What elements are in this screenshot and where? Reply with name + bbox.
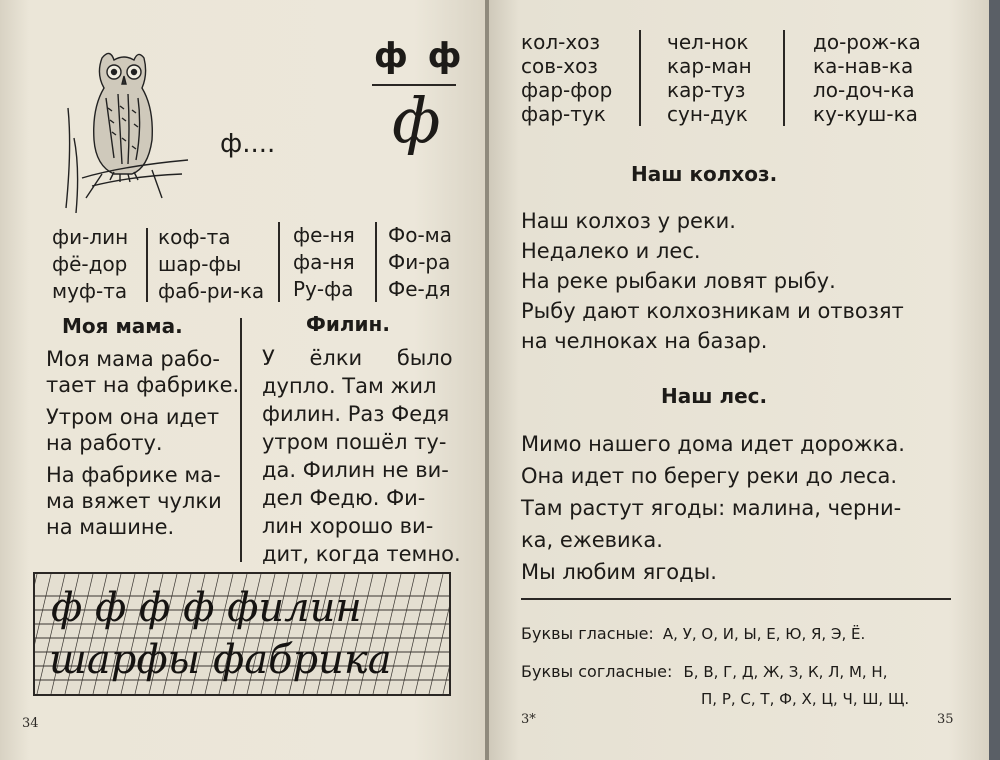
story-line: На реке рыбаки ловят рыбу. [521, 269, 836, 293]
syllable: фё-дор [52, 252, 128, 276]
word: сов-хоз [521, 54, 598, 78]
syllable-column-3 [293, 224, 355, 305]
syllable-column-4 [388, 224, 452, 305]
story-line: Недалеко и лес. [521, 239, 701, 263]
story-title-nash-kolkhoz: Наш колхоз. [631, 162, 778, 186]
story-line: лин хорошо ви- [262, 514, 434, 538]
word-column-2 [667, 30, 752, 126]
story-line: Она идет по берегу реки до леса. [521, 464, 898, 488]
column-divider [146, 228, 148, 302]
word-column-1 [521, 30, 612, 126]
story-title-moya-mama: Моя мама. [62, 314, 183, 338]
word: фар-фор [521, 78, 613, 102]
story-line: да. Филин не ви- [262, 458, 449, 482]
consonants-label: Буквы согласные: [521, 662, 673, 681]
copybook-slant-line [443, 574, 449, 694]
column-divider [278, 222, 280, 302]
syllable: Фе-дя [388, 277, 451, 301]
word: чел-нок [667, 30, 749, 54]
column-divider [639, 30, 641, 126]
story-line: ка, ежевика. [521, 528, 663, 552]
story-line: дел Федю. Фи- [262, 486, 426, 510]
story-line: Утром она идет [46, 405, 220, 429]
word: кар-ман [667, 54, 752, 78]
vowels-list: А, У, О, И, Ы, Е, Ю, Я, Э, Ё. [662, 625, 866, 643]
copybook-slant-line [415, 574, 443, 694]
story-line: Моя мама рабо- [46, 347, 220, 371]
story-line: на работу. [46, 431, 163, 455]
syllable: фе-ня [293, 223, 355, 247]
story-title-filin: Филин. [306, 312, 390, 336]
story-line: У ёлки было [262, 346, 453, 370]
word: кол-хоз [521, 30, 601, 54]
story-line: Мы любим ягоды. [521, 560, 717, 584]
copybook-slant-line [401, 574, 429, 694]
vowels-row [521, 624, 865, 643]
syllable-column-1 [52, 226, 128, 307]
consonants-list-1: Б, В, Г, Д, Ж, З, К, Л, М, Н, [683, 663, 888, 681]
syllable: фи-лин [52, 225, 129, 249]
letter-script: ф [392, 84, 441, 157]
page-number: 34 [22, 716, 39, 731]
story-line: Наш колхоз у реки. [521, 209, 736, 233]
intro-letter: ф.... [220, 129, 276, 159]
syllable: шар-фы [158, 252, 242, 276]
section-divider [521, 598, 951, 600]
story-line: дит, когда темно. [262, 542, 461, 566]
word: сун-дук [667, 102, 748, 126]
story-line: Рыбу дают колхозникам и отвозят [521, 299, 904, 323]
word: ка-нав-ка [813, 54, 914, 78]
column-divider [783, 30, 785, 126]
story-line: на челноках на базар. [521, 329, 768, 353]
syllable: фа-ня [293, 250, 355, 274]
owl-illustration [62, 48, 197, 213]
story-title-nash-les: Наш лес. [661, 384, 768, 408]
story-text-nash-kolkhoz [521, 206, 904, 356]
story-line: утром пошёл ту- [262, 430, 447, 454]
signature-mark: 3* [521, 712, 536, 727]
story-line: На фабрике ма- [46, 463, 221, 487]
syllable: Фо-ма [388, 223, 453, 247]
copybook-row-2: шарфы фабрика [49, 637, 392, 683]
story-line: тает на фабрике. [46, 373, 240, 397]
copybook-row-1: ф ф ф ф филин [51, 585, 362, 631]
story-line: Мимо нашего дома идет дорожка. [521, 432, 905, 456]
copybook-sheet [33, 572, 451, 696]
word: ло-доч-ка [813, 78, 915, 102]
word: кар-туз [667, 78, 746, 102]
syllable: фаб-ри-ка [158, 279, 265, 303]
page-number: 35 [937, 712, 954, 727]
word: фар-тук [521, 102, 606, 126]
word-column-3 [813, 30, 921, 126]
story-divider [240, 318, 242, 562]
vowels-label: Буквы гласные: [521, 624, 654, 643]
syllable: Фи-ра [388, 250, 451, 274]
story-text-nash-les [521, 428, 905, 588]
syllable: Ру-фа [293, 277, 354, 301]
word: ку-куш-ка [813, 102, 918, 126]
story-line: филин. Раз Федя [262, 402, 450, 426]
column-divider [375, 222, 377, 302]
story-line: на машине. [46, 515, 175, 539]
syllable: коф-та [158, 225, 231, 249]
syllable-column-2 [158, 226, 264, 307]
syllable: муф-та [52, 279, 128, 303]
story-text-moya-mama [46, 346, 239, 540]
story-line: Там растут ягоды: малина, черни- [521, 496, 902, 520]
right-page [489, 0, 989, 760]
story-line: ма вяжет чулки [46, 489, 222, 513]
left-page [0, 0, 487, 760]
consonants-row [521, 662, 887, 681]
letter-print: ф ф [374, 36, 466, 76]
consonants-list-2: П, Р, С, Т, Ф, Х, Ц, Ч, Ш, Щ. [701, 690, 910, 708]
word: до-рож-ка [813, 30, 921, 54]
story-line: дупло. Там жил [262, 374, 437, 398]
story-text-filin [262, 344, 461, 568]
